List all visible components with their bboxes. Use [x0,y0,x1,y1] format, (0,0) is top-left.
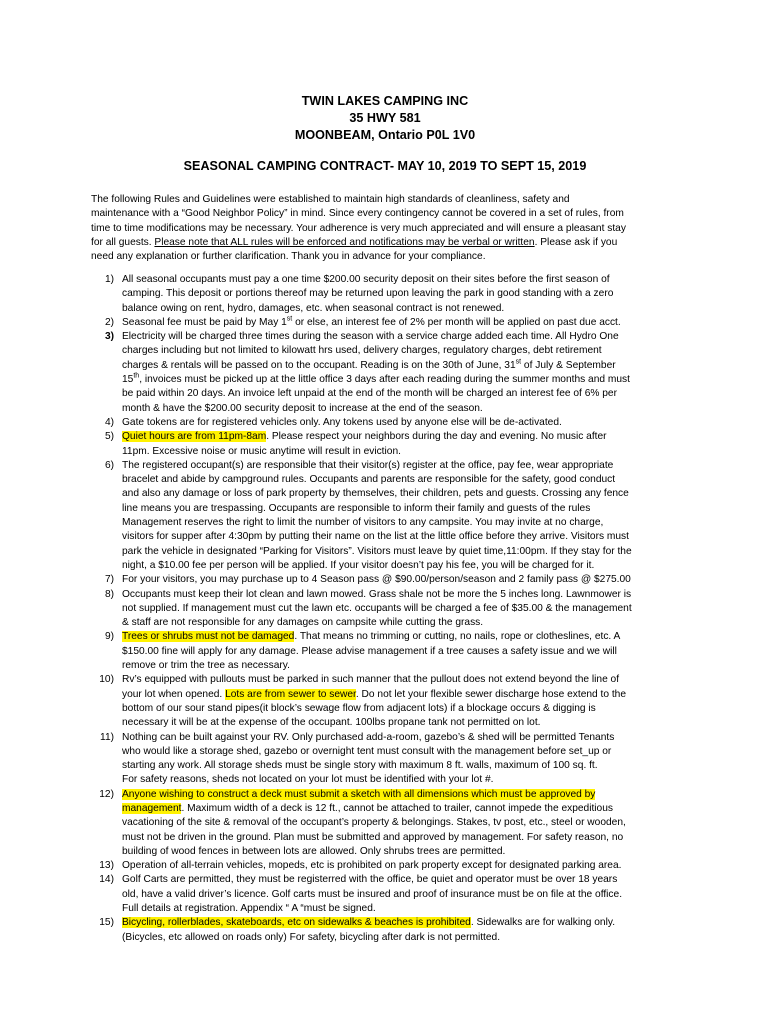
highlighted-text: Lots are from sewer to sewer [225,688,356,700]
intro-text: for all guests. [91,236,155,248]
rule-item [91,416,691,430]
rule-item [91,430,691,459]
rule-line: Electricity will be charged three times during the season with a service charge added each time. All Hydro One [122,331,619,343]
rule-line: balance owing on rent, hydro, damages, etc. when seasonal contract is not renewed. [122,302,505,314]
rule-line: and also any damage or loss of park property by themselves, their children, pets and guests. Crossing any fence [122,488,629,500]
rule-line: $150.00 fine will apply for any damage. Please advise management if a tree causes a safety issue and we will [122,645,617,657]
rule-line: charges including but not limited to kilowatt hrs used, delivery charges, regulatory charges, debt retirement [122,345,602,357]
company-address: 35 HWY 581 [349,111,421,125]
highlighted-text: Quiet hours are from 11pm-8am [122,431,267,443]
rule-item [91,731,691,788]
rule-line: Gate tokens are for registered vehicles only. Any tokens used by anyone else will be de-activated. [122,416,562,428]
intro-line: time to time modifications may be necessary. Your adherence is very much appreciated and will ensure a pleasant stay [91,222,626,234]
rule-number: 14) [99,874,114,886]
rule-item [91,273,691,316]
rule-text: 15 [122,374,134,386]
rule-line: Rv’s equipped with pullouts must be parked in such manner that the pullout does not extend beyond the line of [122,674,620,686]
rule-line: night, a $10.00 fee per person will be applied. If your visitor doesn’t pay his fee, you will be charged for it. [122,559,595,571]
intro-line [91,236,691,250]
intro-line: need any explanation or further clarification. Thank you in advance for your compliance. [91,251,486,263]
rule-line: All seasonal occupants must pay a one time $200.00 security deposit on their sites before the first season of [122,274,610,285]
rule-line: For your visitors, you may purchase up to 4 Season pass @ $90.00/person/season and 2 family pass @ $275.00 [122,574,631,586]
rule-line: Full details at registration. Appendix “ A “must be signed. [122,903,376,915]
rule-line: remove or trim the tree as necessary. [122,660,290,672]
rule-line: old, have a valid driver’s licence. Golf carts must be insured and proof of insurance must be on file at the office. [122,888,623,900]
highlighted-text: Bicycling, rollerblades, skateboards, etc on sidewalks & beaches is prohibited [122,917,471,929]
enforcement-notice: Please note that ALL rules will be enforced and notifications may be verbal or written [154,236,535,248]
company-name: TWIN LAKES CAMPING INC [301,94,469,108]
rule-item [91,459,691,573]
intro-line: The following Rules and Guidelines were established to maintain high standards of cleanliness, safety and [91,194,570,205]
rule-text: or else, an interest fee of 2% per month will be applied on past due acct. [292,316,621,328]
rule-item [91,859,691,873]
rule-line: must not be driven in the ground. Plan must be submitted and approved by management. For safety reason, no [122,831,624,843]
highlighted-text: management [122,802,182,814]
rule-line: & staff are not responsible for any damages on campsite while cutting the grass. [122,617,484,629]
rule-text: . Sidewalks are for walking only. [470,917,616,929]
contract-title: SEASONAL CAMPING CONTRACT- MAY 10, 2019 TO SEPT 15, 2019 [183,159,587,173]
rule-text: your lot when opened. [122,688,226,700]
rules-list [91,273,691,945]
rule-line: who would like a storage shed, gazebo or overnight tent must consult with the management before set_up or [122,745,612,757]
rule-number: 13) [99,860,114,872]
rule-line: visitors for supper after 4:30pm by putting their name on the list at the little office before they arrive. Visitors must [122,531,629,543]
rule-line: camping. This deposit or portions thereof may be returned upon leaving the park in good standing with a zero [122,288,614,300]
rule-line [122,916,691,930]
rule-line: For safety reasons, sheds not located on your lot must be identified with your lot #. [122,774,494,786]
rule-line: building of wood fences in between lots are allowed. Only shrubs trees are permitted. [122,845,506,857]
rule-text: of July & September [521,359,616,371]
rule-number: 2) [104,316,114,328]
rule-line [122,359,691,373]
rule-number: 6) [104,459,114,471]
superscript: st [286,315,293,323]
rule-line: not supplied. If management must cut the lawn etc. occupants will be charged a fee of $35.00 & the management [122,602,632,614]
superscript: th [133,372,140,380]
rule-item [91,873,691,916]
rule-number: 7) [104,574,114,586]
rule-number: 1) [104,274,114,285]
highlighted-text: Trees or shrubs must not be damaged [122,631,295,643]
rule-number: 10) [99,674,114,686]
rule-number: 3) [104,331,114,343]
intro-line: maintenance with a “Good Neighbor Policy” in mind. Since every contingency cannot be covered in a set of rules, from [91,208,624,220]
rule-line [122,373,691,387]
rule-number: 4) [104,416,114,428]
rule-line: Occupants must keep their lot clean and lawn mowed. Grass shale not be more the 5 inches long. Lawnmower is [122,588,632,600]
rule-line [122,802,691,816]
rule-line: be paid within 20 days. An invoice left unpaid at the end of the month will be charged an interest fee of 6% per [122,388,617,400]
rule-line: Nothing can be built against your RV. Only purchased add-a-room, gazebo’s & shed will be permitted Tenants [122,731,615,743]
rule-number: 5) [104,431,114,443]
rule-line [122,430,691,444]
rule-text: . That means no trimming or cutting, no nails, rope or clotheslines, etc. A [294,631,621,643]
rule-line: (Bicycles, etc allowed on roads only) For safety, bicycling after dark is not permitted. [122,931,501,943]
rule-item [91,788,691,859]
rule-item [91,916,691,945]
company-city: MOONBEAM, Ontario P0L 1V0 [294,128,476,142]
rule-line [122,788,691,802]
rule-item [91,573,691,587]
rule-line [122,630,691,644]
rule-text: . Maximum width of a deck is 12 ft., cannot be attached to trailer, cannot impede the expeditious [181,802,613,814]
rule-number: 15) [99,917,114,929]
rule-item [91,673,691,730]
rule-text: . Do not let your flexible sewer discharge hose extend to the [355,688,627,700]
intro-paragraph [91,193,691,264]
rule-line: bottom of our sour stand pipes(it block’s sewage flow from adjacent lots) if a blockage occurs & digging is [122,702,596,714]
rule-item [91,588,691,631]
company-header [0,93,770,144]
rule-line: line means you are trespassing. Occupants are responsible to inform their family and guests of the rules [122,502,591,514]
intro-text: . Please ask if you [534,236,618,248]
highlighted-text: Anyone wishing to construct a deck must submit a sketch with all dimensions which must be approved by [122,788,596,800]
rule-line: bracelet and abide by campground rules. Occupants and parents are responsible for the safety, good conduct [122,474,616,486]
rule-line: Operation of all-terrain vehicles, mopeds, etc is prohibited on park property except for designated parking area. [122,860,622,872]
rule-number: 8) [104,588,114,600]
rule-line: vacationing of the site & removal of the occupant’s property & belongings. Stakes, tv post, etc., steel or wooden, [122,817,626,829]
rule-item [91,630,691,673]
rule-line: month & have the $200.00 security deposit to increase at the end of the season. [122,402,483,414]
rule-line: park the vehicle in designated “Parking for Visitors”. Visitors must leave by quiet time,11:00pm. If they stay for the [122,545,632,557]
rule-text: . Please respect your neighbors during the day and evening. No music after [266,431,607,443]
rule-line: starting any work. All storage sheds must be single story with maximum 8 ft. walls, maximum of 100 sq. ft. [122,760,598,772]
rule-text: , invoices must be picked up at the little office 3 days after each reading during the summer months and must [139,374,630,386]
rule-number: 11) [100,731,114,743]
rule-item [91,316,691,330]
rule-number: 9) [104,631,114,643]
rule-line: 11pm. Excessive noise or music anytime will result in eviction. [122,445,401,457]
rule-text: charges & rentals will be passed on to the occupant. Reading is on the 30th of June, 3 [122,359,510,371]
rule-item [91,330,691,416]
rule-text: Seasonal fee must be paid by May 1 [122,316,287,328]
superscript: st [515,358,522,366]
rule-line [122,316,691,330]
rule-line [122,688,691,702]
rule-line: The registered occupant(s) are responsible that their visitor(s) register at the office, pay fee, wear appropriate [122,459,614,471]
rule-text: 1 [509,359,516,371]
rule-number: 12) [99,788,114,800]
rule-line: necessary it will be at the expense of the occupant. 100lbs propane tank not permitted on lot. [122,717,541,729]
rule-line: Golf Carts are permitted, they must be registerred with the office, be quiet and operator must be over 18 years [122,874,618,886]
rule-line: Management reserves the right to limit the number of visitors to any campsite. You may invite at no charge, [122,517,604,529]
